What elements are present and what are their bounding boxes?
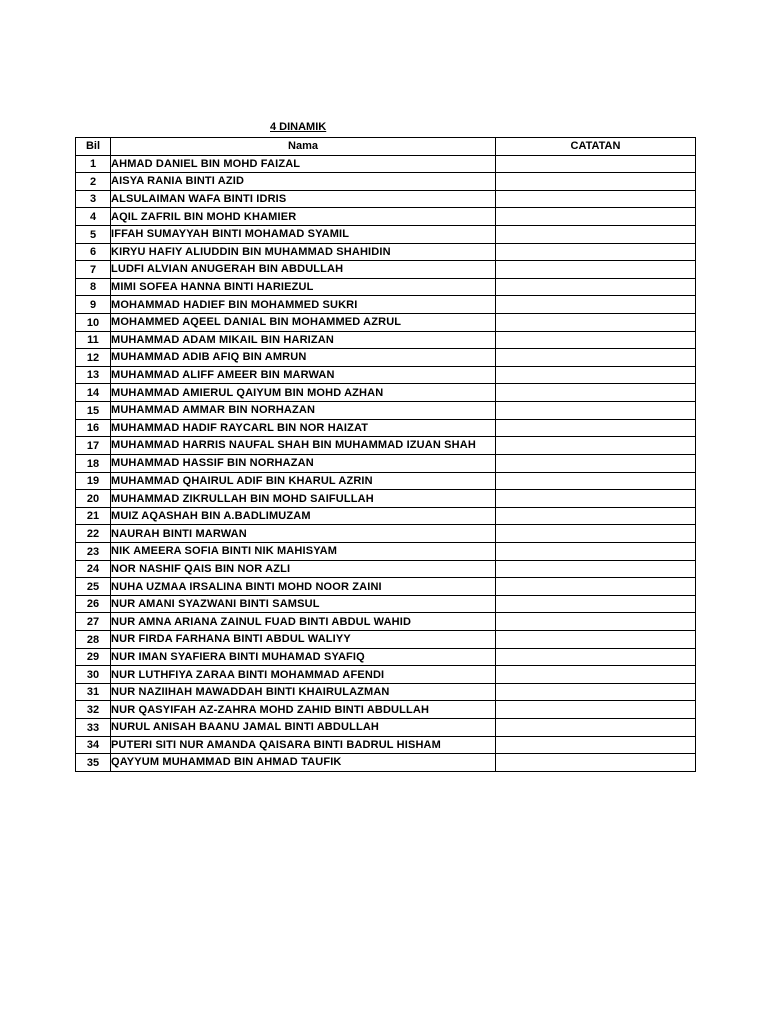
- table-row: [76, 648, 696, 666]
- student-name: KIRYU HAFIY ALIUDDIN BIN MUHAMMAD SHAHIDIN: [111, 243, 496, 261]
- student-name: NUR QASYIFAH AZ-ZAHRA MOHD ZAHID BINTI ABDULLAH: [111, 701, 496, 719]
- row-number: 7: [76, 261, 111, 279]
- row-number: 6: [76, 243, 111, 261]
- table-row: [76, 560, 696, 578]
- row-number: 19: [76, 472, 111, 490]
- table-row: [76, 631, 696, 649]
- row-number: 21: [76, 507, 111, 525]
- notes-cell: [496, 313, 696, 331]
- row-number: 34: [76, 736, 111, 754]
- notes-cell: [496, 701, 696, 719]
- table-row: [76, 331, 696, 349]
- row-number: 20: [76, 490, 111, 508]
- row-number: 23: [76, 543, 111, 561]
- row-number: 18: [76, 455, 111, 473]
- table-row: [76, 349, 696, 367]
- table-row: [76, 666, 696, 684]
- table-row: [76, 208, 696, 226]
- student-name: NUR LUTHFIYA ZARAA BINTI MOHAMMAD AFENDI: [111, 666, 496, 684]
- notes-cell: [496, 666, 696, 684]
- table-row: [76, 719, 696, 737]
- row-number: 30: [76, 666, 111, 684]
- student-name: NUR AMANI SYAZWANI BINTI SAMSUL: [111, 595, 496, 613]
- table-row: [76, 401, 696, 419]
- student-name: MUHAMMAD AMIERUL QAIYUM BIN MOHD AZHAN: [111, 384, 496, 402]
- notes-cell: [496, 261, 696, 279]
- row-number: 12: [76, 349, 111, 367]
- student-name: NUR AMNA ARIANA ZAINUL FUAD BINTI ABDUL WAHID: [111, 613, 496, 631]
- notes-cell: [496, 613, 696, 631]
- table-row: [76, 507, 696, 525]
- student-name: NUR FIRDA FARHANA BINTI ABDUL WALIYY: [111, 631, 496, 649]
- table-row: [76, 261, 696, 279]
- row-number: 10: [76, 313, 111, 331]
- row-number: 29: [76, 648, 111, 666]
- student-name: QAYYUM MUHAMMAD BIN AHMAD TAUFIK: [111, 754, 496, 772]
- row-number: 24: [76, 560, 111, 578]
- student-name: MUIZ AQASHAH BIN A.BADLIMUZAM: [111, 507, 496, 525]
- table-row: [76, 278, 696, 296]
- table-row: [76, 490, 696, 508]
- student-name: AISYA RANIA BINTI AZID: [111, 173, 496, 191]
- table-row: [76, 296, 696, 314]
- table-row: [76, 243, 696, 261]
- notes-cell: [496, 472, 696, 490]
- table-row: [76, 419, 696, 437]
- row-number: 1: [76, 155, 111, 173]
- table-row: [76, 173, 696, 191]
- header-catatan: CATATAN: [496, 138, 696, 156]
- student-name: PUTERI SITI NUR AMANDA QAISARA BINTI BADRUL HISHAM: [111, 736, 496, 754]
- class-title: 4 DINAMIK: [270, 121, 327, 133]
- notes-cell: [496, 419, 696, 437]
- student-name: ALSULAIMAN WAFA BINTI IDRIS: [111, 190, 496, 208]
- notes-cell: [496, 736, 696, 754]
- notes-cell: [496, 543, 696, 561]
- table-row: [76, 736, 696, 754]
- roster-body: [76, 155, 696, 771]
- notes-cell: [496, 366, 696, 384]
- notes-cell: [496, 631, 696, 649]
- row-number: 2: [76, 173, 111, 191]
- notes-cell: [496, 437, 696, 455]
- row-number: 35: [76, 754, 111, 772]
- table-row: [76, 155, 696, 173]
- row-number: 5: [76, 225, 111, 243]
- student-name: MUHAMMAD ADAM MIKAIL BIN HARIZAN: [111, 331, 496, 349]
- notes-cell: [496, 525, 696, 543]
- row-number: 27: [76, 613, 111, 631]
- student-name: NAURAH BINTI MARWAN: [111, 525, 496, 543]
- notes-cell: [496, 208, 696, 226]
- row-number: 22: [76, 525, 111, 543]
- student-name: MUHAMMAD HADIF RAYCARL BIN NOR HAIZAT: [111, 419, 496, 437]
- student-name: NUR NAZIIHAH MAWADDAH BINTI KHAIRULAZMAN: [111, 683, 496, 701]
- student-name: MOHAMMED AQEEL DANIAL BIN MOHAMMED AZRUL: [111, 313, 496, 331]
- student-name: NURUL ANISAH BAANU JAMAL BINTI ABDULLAH: [111, 719, 496, 737]
- notes-cell: [496, 490, 696, 508]
- notes-cell: [496, 190, 696, 208]
- row-number: 9: [76, 296, 111, 314]
- row-number: 32: [76, 701, 111, 719]
- notes-cell: [496, 401, 696, 419]
- table-row: [76, 683, 696, 701]
- header-bil: Bil: [76, 138, 111, 156]
- row-number: 11: [76, 331, 111, 349]
- notes-cell: [496, 349, 696, 367]
- notes-cell: [496, 173, 696, 191]
- table-row: [76, 366, 696, 384]
- notes-cell: [496, 225, 696, 243]
- student-name: NUHA UZMAA IRSALINA BINTI MOHD NOOR ZAINI: [111, 578, 496, 596]
- notes-cell: [496, 296, 696, 314]
- table-row: [76, 437, 696, 455]
- notes-cell: [496, 331, 696, 349]
- student-name: MUHAMMAD HARRIS NAUFAL SHAH BIN MUHAMMAD IZUAN SHAH: [111, 437, 496, 455]
- table-row: [76, 190, 696, 208]
- row-number: 28: [76, 631, 111, 649]
- table-row: [76, 701, 696, 719]
- table-row: [76, 313, 696, 331]
- table-row: [76, 613, 696, 631]
- row-number: 33: [76, 719, 111, 737]
- row-number: 26: [76, 595, 111, 613]
- student-name: IFFAH SUMAYYAH BINTI MOHAMAD SYAMIL: [111, 225, 496, 243]
- row-number: 13: [76, 366, 111, 384]
- table-row: [76, 455, 696, 473]
- student-name: NIK AMEERA SOFIA BINTI NIK MAHISYAM: [111, 543, 496, 561]
- notes-cell: [496, 754, 696, 772]
- row-number: 16: [76, 419, 111, 437]
- student-name: MUHAMMAD ZIKRULLAH BIN MOHD SAIFULLAH: [111, 490, 496, 508]
- row-number: 14: [76, 384, 111, 402]
- student-name: NOR NASHIF QAIS BIN NOR AZLI: [111, 560, 496, 578]
- table-row: [76, 472, 696, 490]
- student-name: NUR IMAN SYAFIERA BINTI MUHAMAD SYAFIQ: [111, 648, 496, 666]
- notes-cell: [496, 278, 696, 296]
- notes-cell: [496, 595, 696, 613]
- notes-cell: [496, 507, 696, 525]
- header-nama: Nama: [111, 138, 496, 156]
- student-roster-table: [75, 137, 696, 772]
- table-row: [76, 384, 696, 402]
- student-name: MOHAMMAD HADIEF BIN MOHAMMED SUKRI: [111, 296, 496, 314]
- table-row: [76, 754, 696, 772]
- notes-cell: [496, 560, 696, 578]
- student-name: MUHAMMAD QHAIRUL ADIF BIN KHARUL AZRIN: [111, 472, 496, 490]
- table-row: [76, 578, 696, 596]
- table-row: [76, 225, 696, 243]
- row-number: 3: [76, 190, 111, 208]
- notes-cell: [496, 683, 696, 701]
- student-name: MUHAMMAD ALIFF AMEER BIN MARWAN: [111, 366, 496, 384]
- notes-cell: [496, 243, 696, 261]
- notes-cell: [496, 384, 696, 402]
- row-number: 8: [76, 278, 111, 296]
- student-name: LUDFI ALVIAN ANUGERAH BIN ABDULLAH: [111, 261, 496, 279]
- row-number: 4: [76, 208, 111, 226]
- notes-cell: [496, 455, 696, 473]
- student-name: AQIL ZAFRIL BIN MOHD KHAMIER: [111, 208, 496, 226]
- notes-cell: [496, 648, 696, 666]
- student-name: MUHAMMAD AMMAR BIN NORHAZAN: [111, 401, 496, 419]
- table-row: [76, 543, 696, 561]
- student-name: MUHAMMAD HASSIF BIN NORHAZAN: [111, 455, 496, 473]
- notes-cell: [496, 719, 696, 737]
- row-number: 31: [76, 683, 111, 701]
- row-number: 15: [76, 401, 111, 419]
- notes-cell: [496, 155, 696, 173]
- row-number: 25: [76, 578, 111, 596]
- table-header-row: [76, 138, 696, 156]
- student-name: MIMI SOFEA HANNA BINTI HARIEZUL: [111, 278, 496, 296]
- table-row: [76, 595, 696, 613]
- student-name: MUHAMMAD ADIB AFIQ BIN AMRUN: [111, 349, 496, 367]
- row-number: 17: [76, 437, 111, 455]
- student-name: AHMAD DANIEL BIN MOHD FAIZAL: [111, 155, 496, 173]
- notes-cell: [496, 578, 696, 596]
- table-row: [76, 525, 696, 543]
